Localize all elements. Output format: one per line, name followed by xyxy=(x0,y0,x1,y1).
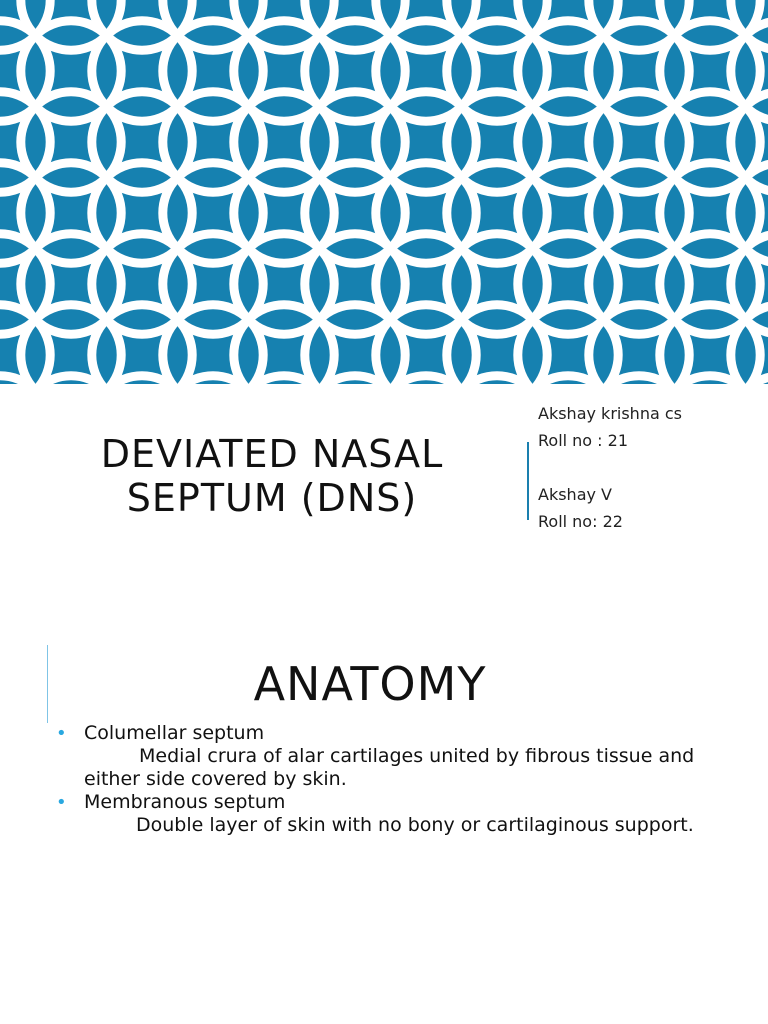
bullet-heading: Columellar septum xyxy=(84,722,265,744)
bullet-detail: Double layer of skin with no bony or cartilaginous support. xyxy=(136,814,694,836)
title-line-2: SEPTUM (DNS) xyxy=(126,476,418,520)
vertical-accent-divider xyxy=(527,442,529,520)
bullet-detail: Medial crura of alar cartilages united by fibrous tissue and either side covered by skin. xyxy=(84,745,695,790)
author-name-2: Akshay V xyxy=(538,485,612,504)
list-item xyxy=(56,791,746,814)
author-list xyxy=(538,400,758,535)
interlocking-circles-pattern xyxy=(0,0,768,384)
author-spacer xyxy=(538,454,758,481)
bullet-dot-icon: • xyxy=(56,792,67,813)
title-line-1: DEVIATED NASAL xyxy=(100,432,444,476)
bullet-dot-icon: • xyxy=(56,723,67,744)
bullet-list xyxy=(56,722,746,837)
author-roll-1: Roll no : 21 xyxy=(538,431,629,450)
author-name-1: Akshay krishna cs xyxy=(538,404,682,423)
presentation-title xyxy=(60,432,484,520)
author-roll-2: Roll no: 22 xyxy=(538,512,623,531)
slide2-accent-divider xyxy=(47,645,48,723)
list-item xyxy=(56,722,746,745)
section-title: ANATOMY xyxy=(253,657,487,711)
bullet-heading: Membranous septum xyxy=(84,791,286,813)
decorative-pattern-banner xyxy=(0,0,768,384)
